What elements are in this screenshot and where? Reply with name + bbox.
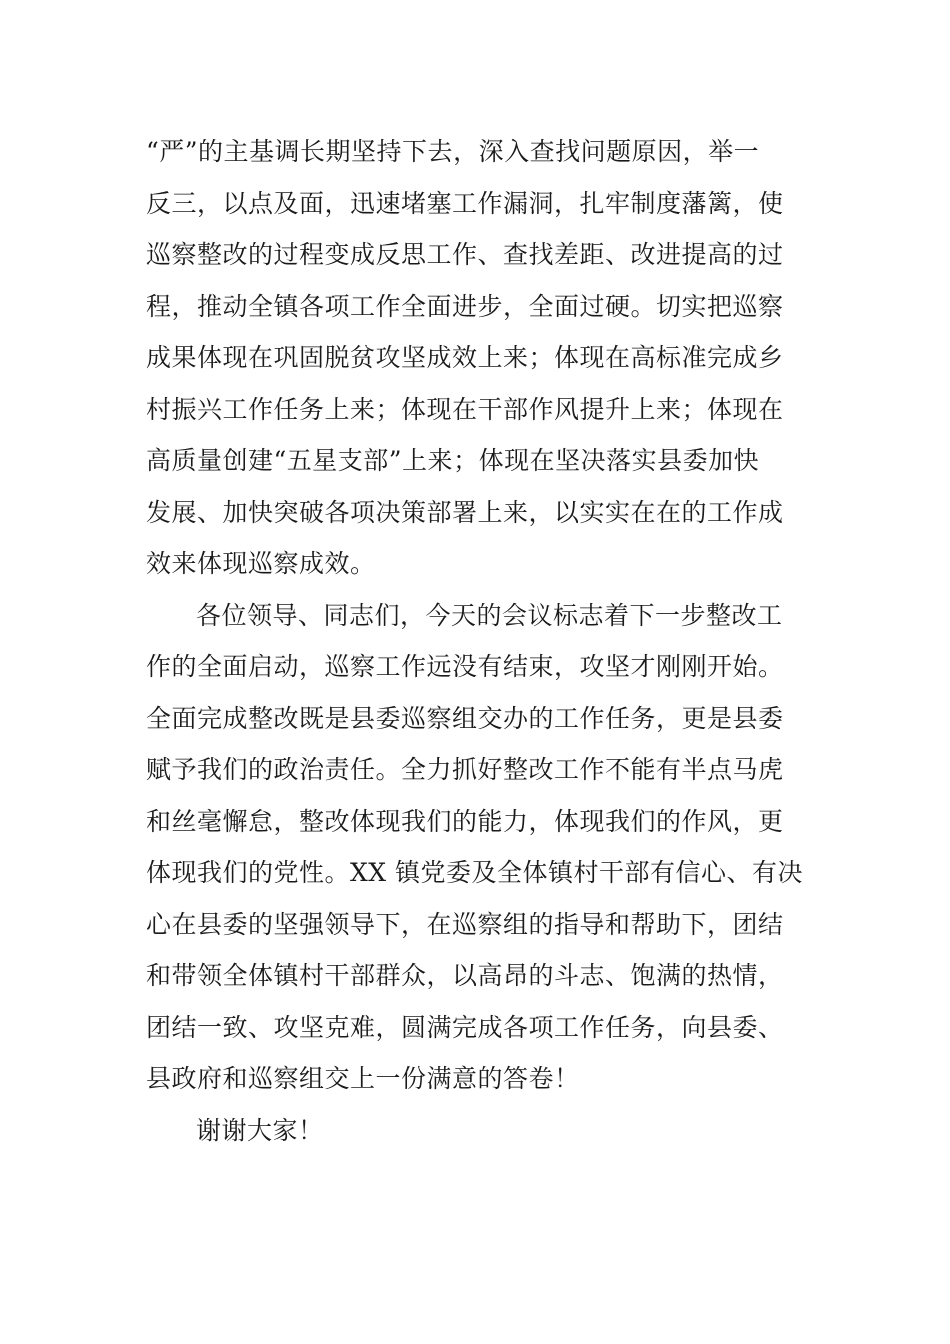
text-line: 县政府和巡察组交上一份满意的答卷！ [146,1064,580,1093]
text-line: 巡察整改的过程变成反思工作、查找差距、改进提高的过 [146,240,784,269]
text-line: 作的全面启动，巡察工作远没有结束，攻坚才刚刚开始。 [146,652,784,681]
text-line: 和丝毫懈怠，整改体现我们的能力，体现我们的作风，更 [146,806,784,836]
text-line: 发展、加快突破各项决策部署上来，以实实在在的工作成 [146,497,784,527]
closing-line: 谢谢大家！ [196,1115,324,1145]
text-line: “严”的主基调长期坚持下去，深入查找问题原因，举一 [146,137,760,166]
text-line: 体现我们的党性。XX 镇党委及全体镇村干部有信心、有决 [146,858,804,887]
text-line: 成果体现在巩固脱贫攻坚成效上来；体现在高标准完成乡 [146,343,784,372]
text-line: 反三，以点及面，迅速堵塞工作漏洞，扎牢制度藩篱，使 [146,188,784,218]
paragraph-start-line: 各位领导、同志们，今天的会议标志着下一步整改工 [196,600,783,630]
text-line: 村振兴工作任务上来；体现在干部作风提升上来；体现在 [146,394,784,424]
text-line: 赋予我们的政治责任。全力抓好整改工作不能有半点马虎 [146,755,784,784]
document-body [146,126,806,1156]
text-line: 效来体现巡察成效。 [146,549,376,578]
text-line: 程，推动全镇各项工作全面进步，全面过硬。切实把巡察 [146,291,784,321]
text-line: 心在县委的坚强领导下，在巡察组的指导和帮助下，团结 [146,909,784,939]
text-line: 和带领全体镇村干部群众，以高昂的斗志、饱满的热情， [146,961,784,990]
text-line: 全面完成整改既是县委巡察组交办的工作任务，更是县委 [146,703,784,733]
text-line: 高质量创建“五星支部”上来；体现在坚决落实县委加快 [146,446,760,475]
text-line: 团结一致、攻坚克难，圆满完成各项工作任务，向县委、 [146,1012,784,1042]
